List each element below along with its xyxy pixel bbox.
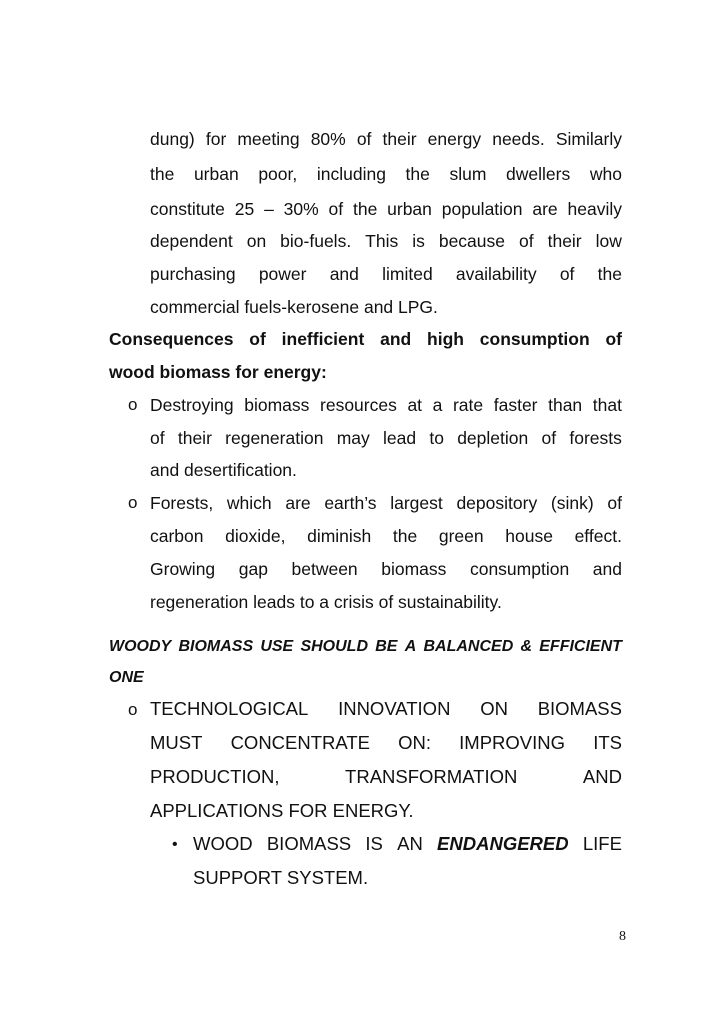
word: TECHNOLOGICAL (150, 698, 309, 719)
list-item-line (150, 765, 622, 789)
word: earth’s (324, 493, 377, 513)
word: green (438, 526, 484, 546)
word: that (592, 395, 622, 415)
word: of (519, 231, 534, 251)
word: biomass (244, 395, 310, 415)
word: a (432, 395, 443, 415)
word: ON (480, 698, 508, 719)
hollow-bullet-icon: o (128, 395, 138, 414)
list-item-line: APPLICATIONS FOR ENERGY. (150, 800, 414, 821)
list-item-line (150, 697, 622, 721)
word: AN (397, 833, 423, 854)
paragraph-line (150, 262, 622, 286)
list-item-line (150, 524, 622, 548)
word: poor, (258, 164, 298, 184)
word: is (412, 231, 425, 251)
section-heading (109, 635, 622, 659)
word: energy (427, 129, 482, 149)
sub-list-item-line (193, 832, 622, 856)
word: of (356, 129, 372, 149)
word: for (205, 129, 227, 149)
word: Similarly (555, 129, 622, 149)
list-item-line (150, 393, 622, 417)
paragraph-line (150, 162, 622, 186)
word: Destroying (150, 395, 234, 415)
word: because (438, 231, 506, 251)
word: heavily (567, 199, 622, 219)
word: ON: (398, 732, 432, 753)
word: rate (452, 395, 484, 415)
word: the (392, 526, 418, 546)
hollow-bullet-icon: o (128, 700, 138, 719)
word: PRODUCTION, (150, 766, 280, 787)
emphasis-text: ENDANGERED (437, 833, 569, 854)
word: ITS (593, 732, 622, 753)
word: EFFICIENT (539, 638, 622, 655)
paragraph-line (150, 127, 622, 151)
word: Growing (150, 559, 216, 579)
word: regeneration (225, 428, 324, 448)
list-item-line (150, 557, 622, 581)
word: USE (260, 638, 294, 655)
word: IS (365, 833, 383, 854)
word: A (404, 638, 417, 655)
word: between (291, 559, 358, 579)
word: This (365, 231, 399, 251)
word: purchasing (150, 264, 236, 284)
word: BIOMASS (266, 833, 352, 854)
word: of (605, 329, 622, 349)
word: at (407, 395, 423, 415)
word: and (329, 264, 359, 284)
word: 25 (234, 199, 255, 219)
word: inefficient (281, 329, 365, 349)
list-item-line (150, 731, 622, 755)
word: slum (449, 164, 487, 184)
word: population (441, 199, 523, 219)
word: their (547, 231, 582, 251)
word: consumption (479, 329, 590, 349)
section-heading: wood biomass for energy: (109, 362, 327, 382)
word: low (595, 231, 622, 251)
word: are (532, 199, 558, 219)
word: of (249, 329, 266, 349)
word: of (559, 264, 575, 284)
word: may (336, 428, 370, 448)
word: needs. (492, 129, 545, 149)
section-heading (109, 327, 622, 351)
word: dung) (150, 129, 195, 149)
word: faster (493, 395, 538, 415)
word: and (592, 559, 622, 579)
word: largest (390, 493, 443, 513)
list-item-line (150, 491, 622, 515)
word: limited (382, 264, 433, 284)
sub-item-text: LIFE (582, 833, 622, 854)
word: MUST (150, 732, 203, 753)
word: TRANSFORMATION (345, 766, 518, 787)
word: BIOMASS (178, 638, 254, 655)
word: their (382, 129, 417, 149)
filled-bullet-icon: • (172, 836, 178, 853)
word: and (380, 329, 412, 349)
word: which (226, 493, 272, 513)
word: of (607, 493, 622, 513)
word: on (246, 231, 267, 251)
word: the (597, 264, 622, 284)
word: AND (582, 766, 622, 787)
word: constitute (150, 199, 225, 219)
paragraph-line: commercial fuels-kerosene and LPG. (150, 297, 438, 317)
word: BE (375, 638, 398, 655)
word: CONCENTRATE (230, 732, 370, 753)
word: dependent (150, 231, 233, 251)
word: house (505, 526, 553, 546)
word: power (258, 264, 307, 284)
section-heading: ONE (109, 669, 144, 686)
hollow-bullet-icon: o (128, 493, 138, 512)
word: (sink) (550, 493, 594, 513)
word: including (316, 164, 386, 184)
word: carbon (150, 526, 204, 546)
word: gap (238, 559, 268, 579)
list-item-line: regeneration leads to a crisis of sustainability. (150, 592, 502, 612)
word: INNOVATION (338, 698, 451, 719)
word: of (328, 199, 344, 219)
word: 30% (283, 199, 319, 219)
word: resources (320, 395, 397, 415)
word: diminish (307, 526, 372, 546)
word: urban (387, 199, 432, 219)
word: to (429, 428, 444, 448)
word: the (405, 164, 430, 184)
word: bio-fuels. (280, 231, 352, 251)
word: Forests, (150, 493, 214, 513)
word: consumption (469, 559, 570, 579)
paragraph-line (150, 197, 622, 221)
word: SHOULD (300, 638, 369, 655)
word: 80% (310, 129, 346, 149)
word: WOODY (109, 638, 172, 655)
page-number: 8 (619, 929, 626, 944)
word: availability (455, 264, 537, 284)
word: the (150, 164, 175, 184)
list-item-line (150, 426, 622, 450)
list-item-line: and desertification. (150, 460, 297, 480)
word: lead (383, 428, 417, 448)
word: meeting (237, 129, 300, 149)
word: than (548, 395, 583, 415)
word: dioxide, (225, 526, 286, 546)
word: forests (569, 428, 622, 448)
word: Consequences (109, 329, 234, 349)
word: who (589, 164, 622, 184)
word: IMPROVING (459, 732, 566, 753)
word: & (520, 638, 533, 655)
word: biomass (381, 559, 447, 579)
sub-list-item-line: SUPPORT SYSTEM. (193, 867, 369, 888)
paragraph-line (150, 229, 622, 253)
word: BIOMASS (537, 698, 622, 719)
word: their (177, 428, 212, 448)
word: BALANCED (423, 638, 514, 655)
word: WOOD (193, 833, 253, 854)
word: of (541, 428, 557, 448)
word: high (427, 329, 464, 349)
word: depository (456, 493, 538, 513)
word: of (150, 428, 165, 448)
word: depletion (457, 428, 529, 448)
word: effect. (574, 526, 622, 546)
word: urban (193, 164, 239, 184)
word: – (264, 199, 274, 219)
word: are (285, 493, 311, 513)
word: the (352, 199, 378, 219)
word: dwellers (506, 164, 571, 184)
